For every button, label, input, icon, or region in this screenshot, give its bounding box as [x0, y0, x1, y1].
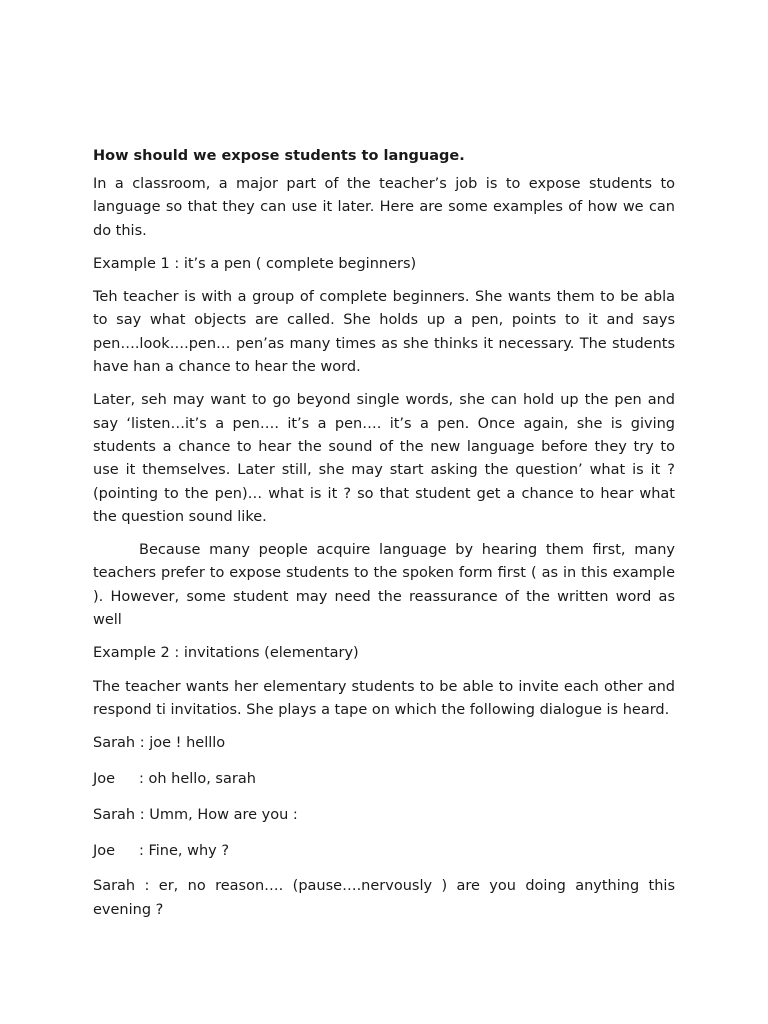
dialogue-text: : er, no reason…. (pause….nervously ) are you doing anything this evening ? [93, 878, 676, 918]
paragraph-spoken-form: Because many people acquire language by hearing them first, many teachers prefer to expose students to the spoken form first ( as in this example ). However, some student may need the reassurance of the written word as well [93, 542, 675, 629]
dialogue-text: : joe ! helllo [139, 735, 226, 752]
dialogue-line [93, 875, 675, 922]
example-1-heading: Example 1 : it’s a pen ( complete beginners) [93, 255, 417, 272]
dialogue-line [93, 768, 675, 791]
dialogue-speaker: Sarah [93, 878, 136, 895]
dialogue-speaker: Sarah [93, 735, 136, 752]
dialogue-text: : oh hello, sarah [139, 771, 256, 788]
document-page [93, 147, 675, 935]
dialogue-speaker: Joe [93, 842, 116, 859]
paragraph-example-1: Teh teacher is with a group of complete beginners. She wants them to be abla to say what objects are called. She holds up a pen, points to it and says pen….look….pen… pen’as many times as she thinks it necessary. The students have han a chance to hear the word. [93, 289, 675, 376]
dialogue-line [93, 804, 675, 827]
dialogue-speaker: Joe [93, 771, 116, 788]
document-title: How should we expose students to language. [93, 148, 465, 164]
dialogue-text: : Umm, How are you : [139, 806, 298, 823]
paragraph-later: Later, seh may want to go beyond single words, she can hold up the pen and say ‘listen…it’s a pen…. it’s a pen…. it’s a pen. Once again, she is giving students a chance to hear the sound of the new language before they try to use it themselves. Later still, she may start asking the question’ what is it ? (pointing to the pen)… what is it ? so that student get a chance to hear what the question sound like. [93, 392, 675, 525]
dialogue-text: : Fine, why ? [139, 842, 230, 859]
paragraph-intro: In a classroom, a major part of the teacher’s job is to expose students to language so that they can use it later. Here are some examples of how we can do this. [93, 176, 675, 239]
dialogue-line [93, 840, 675, 863]
dialogue-speaker: Sarah [93, 806, 136, 823]
example-2-heading: Example 2 : invitations (elementary) [93, 645, 359, 662]
paragraph-example-2: The teacher wants her elementary students to be able to invite each other and respond ti invitatios. She plays a tape on which the following dialogue is heard. [93, 678, 675, 718]
dialogue-line [93, 732, 675, 755]
